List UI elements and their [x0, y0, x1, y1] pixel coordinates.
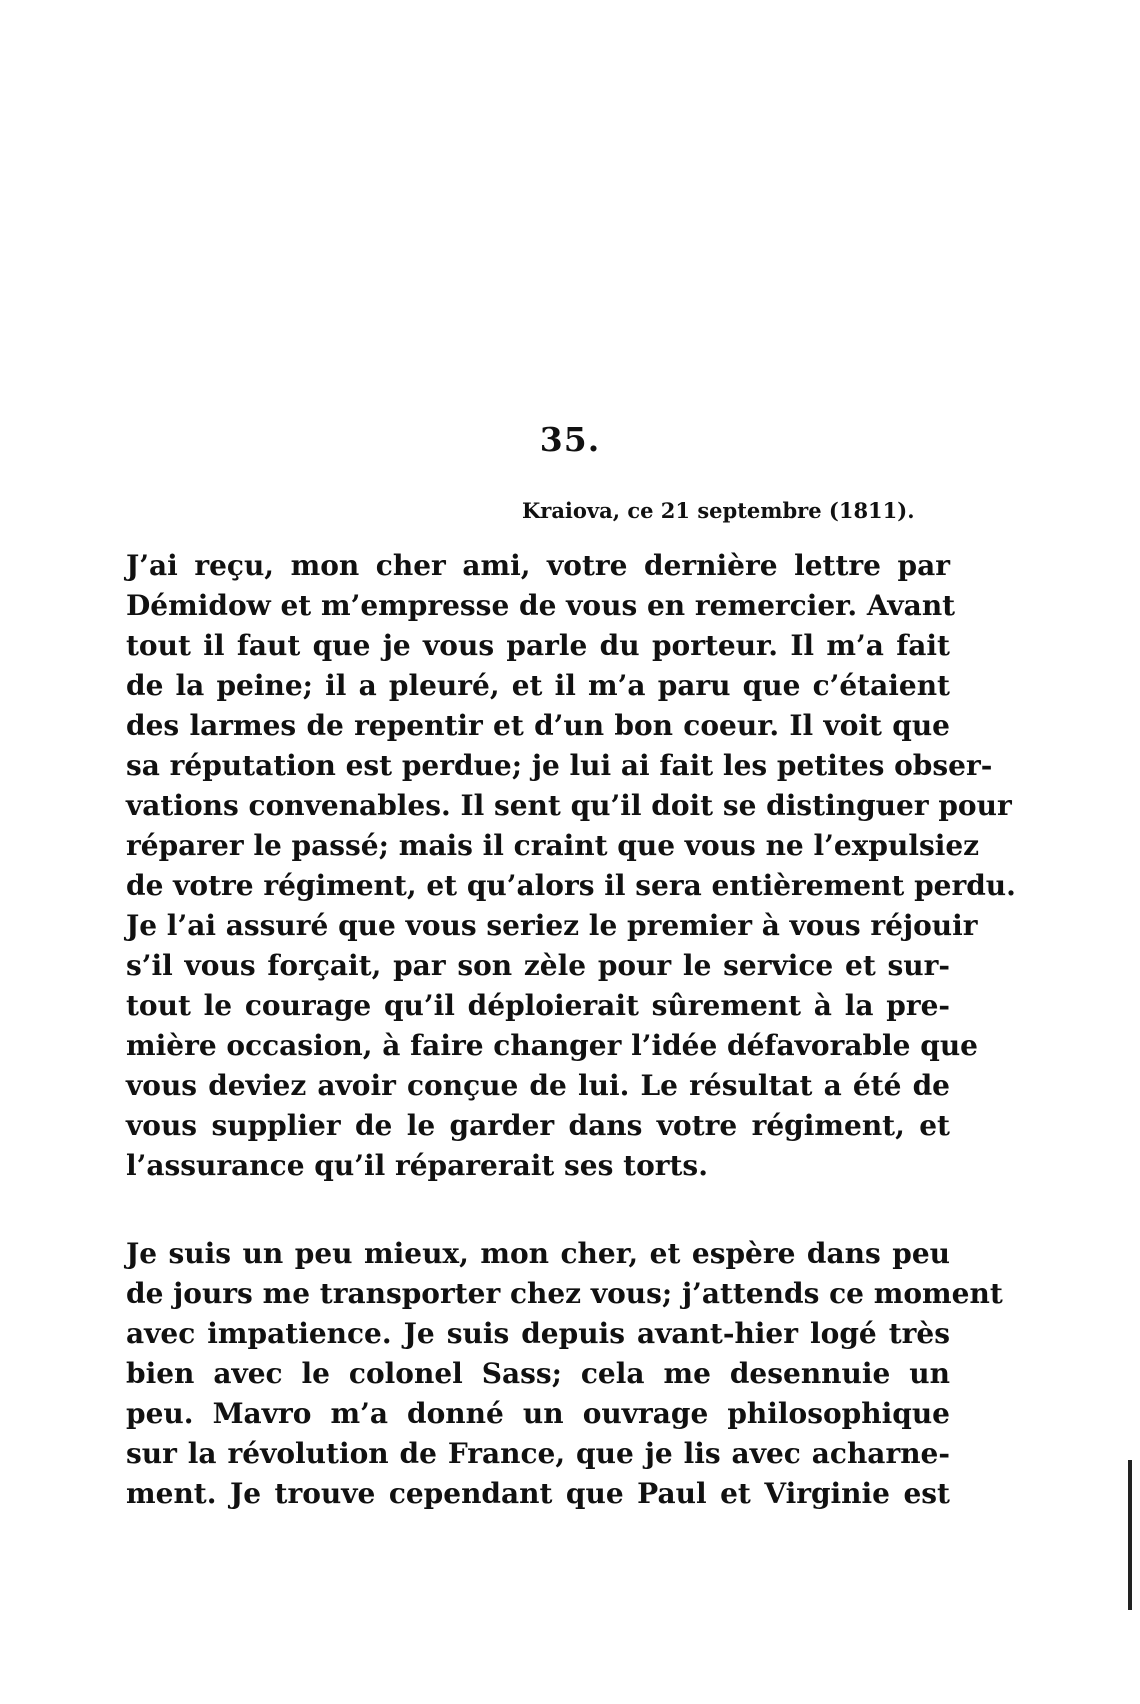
text-line: J’ai reçu, mon cher ami, votre dernière lettre par: [126, 549, 950, 582]
dateline: Kraiova, ce 21 septembre (1811).: [522, 498, 915, 523]
text-line: tout le courage qu’il déploierait sûrement à la pre-: [126, 989, 950, 1022]
text-line: Démidow et m’empresse de vous en remercier. Avant: [126, 589, 956, 622]
text-line: Je suis un peu mieux, mon cher, et espère dans peu: [126, 1237, 950, 1270]
text-line: peu. Mavro m’a donné un ouvrage philosophique: [126, 1397, 950, 1430]
text-line: bien avec le colonel Sass; cela me desennuie un: [126, 1357, 950, 1390]
text-line: de jours me transporter chez vous; j’attends ce moment: [126, 1277, 1003, 1310]
text-line: de votre régiment, et qu’alors il sera entièrement perdu.: [126, 869, 1016, 902]
text-line: l’assurance qu’il réparerait ses torts.: [126, 1149, 708, 1182]
scan-edge-mark: [1128, 1460, 1132, 1610]
text-line: avec impatience. Je suis depuis avant-hier logé très: [126, 1317, 950, 1350]
text-line: vations convenables. Il sent qu’il doit se distinguer pour: [126, 789, 1012, 822]
paragraph-1: [126, 546, 1016, 1186]
paragraph-2: [126, 1234, 1003, 1514]
letter-number: 35.: [539, 420, 601, 459]
text-line: Je l’ai assuré que vous seriez le premier à vous réjouir: [126, 909, 978, 942]
text-line: sa réputation est perdue; je lui ai fait les petites obser-: [126, 749, 993, 782]
text-line: vous deviez avoir conçue de lui. Le résultat a été de: [126, 1069, 950, 1102]
text-line: réparer le passé; mais il craint que vous ne l’expulsiez: [126, 829, 980, 862]
text-line: sur la révolution de France, que je lis avec acharne-: [126, 1437, 950, 1470]
text-line: s’il vous forçait, par son zèle pour le service et sur-: [126, 949, 950, 982]
text-line: ment. Je trouve cependant que Paul et Virginie est: [126, 1477, 950, 1510]
text-line: tout il faut que je vous parle du porteur. Il m’a fait: [126, 629, 950, 662]
text-line: de la peine; il a pleuré, et il m’a paru que c’étaient: [126, 669, 950, 702]
text-line: vous supplier de le garder dans votre régiment, et: [126, 1109, 950, 1142]
text-line: des larmes de repentir et d’un bon coeur. Il voit que: [126, 709, 950, 742]
text-line: mière occasion, à faire changer l’idée défavorable que: [126, 1029, 978, 1062]
